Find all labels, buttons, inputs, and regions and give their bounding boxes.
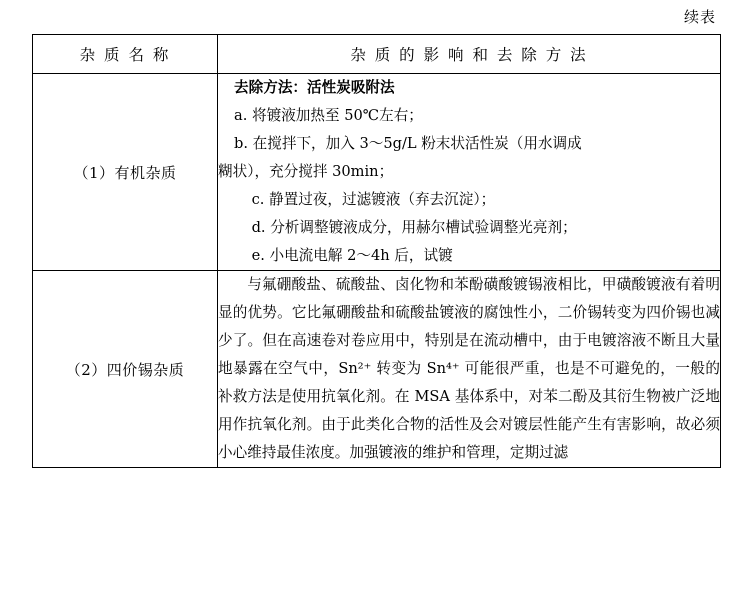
step-line: b. 在搅拌下，加入 3～5g/L 粉末状活性炭（用水调成 [234,135,582,153]
column-header-name: 杂 质 名 称 [33,35,218,74]
step-line: d. 分析调整镀液成分，用赫尔槽试验调整光亮剂； [251,219,577,237]
step-line: c. 静置过夜，过滤镀液（弃去沉淀）； [251,191,496,209]
row-label-organic-impurity: （1）有机杂质 [33,74,218,271]
table-row [33,271,721,468]
impurities-table [32,34,721,468]
column-header-effect: 杂 质 的 影 响 和 去 除 方 法 [218,35,721,74]
row-label-tetravalent-tin-impurity: （2）四价锡杂质 [33,271,218,468]
method-title-bold: 去除方法： [234,79,308,96]
row-content-organic-impurity [218,74,721,271]
step-line: a. 将镀液加热至 50℃左右； [234,107,423,125]
method-title-rest: 活性炭吸附法 [307,79,395,96]
step-line: 糊状），充分搅拌 30min； [218,163,394,181]
continued-table-label: 续表 [683,8,716,26]
method-title-line [218,74,720,102]
table-row [33,74,721,271]
table-header-row [33,35,721,74]
row-content-tetravalent-tin-impurity [218,271,721,468]
paragraph-text: 与氟硼酸盐、硫酸盐、卤化物和苯酚磺酸镀锡液相比，甲磺酸镀液有着明显的优势。它比氟硼酸盐和硫酸盐镀液的腐蚀性小，二价锡转变为四价锡也减少了。但在高速卷对卷应用中，特别是在流动槽中，由于电镀溶液不断且大量地暴露在空气中，Sn²⁺ 转变为 Sn⁴⁺ 可能很严重，也是不可避免的，一般的补救方法是使用抗氧化剂。在 MSA 基体系中，对苯二酚及其衍生物被广泛地用作抗氧化剂。由于此类化合物的活性及会对镀层性能产生有害影响，故必须小心维持最佳浓度。加强镀液的维护和管理，定期过滤 [218,276,720,462]
step-line: e. 小电流电解 2～4h 后，试镀 [251,247,453,265]
